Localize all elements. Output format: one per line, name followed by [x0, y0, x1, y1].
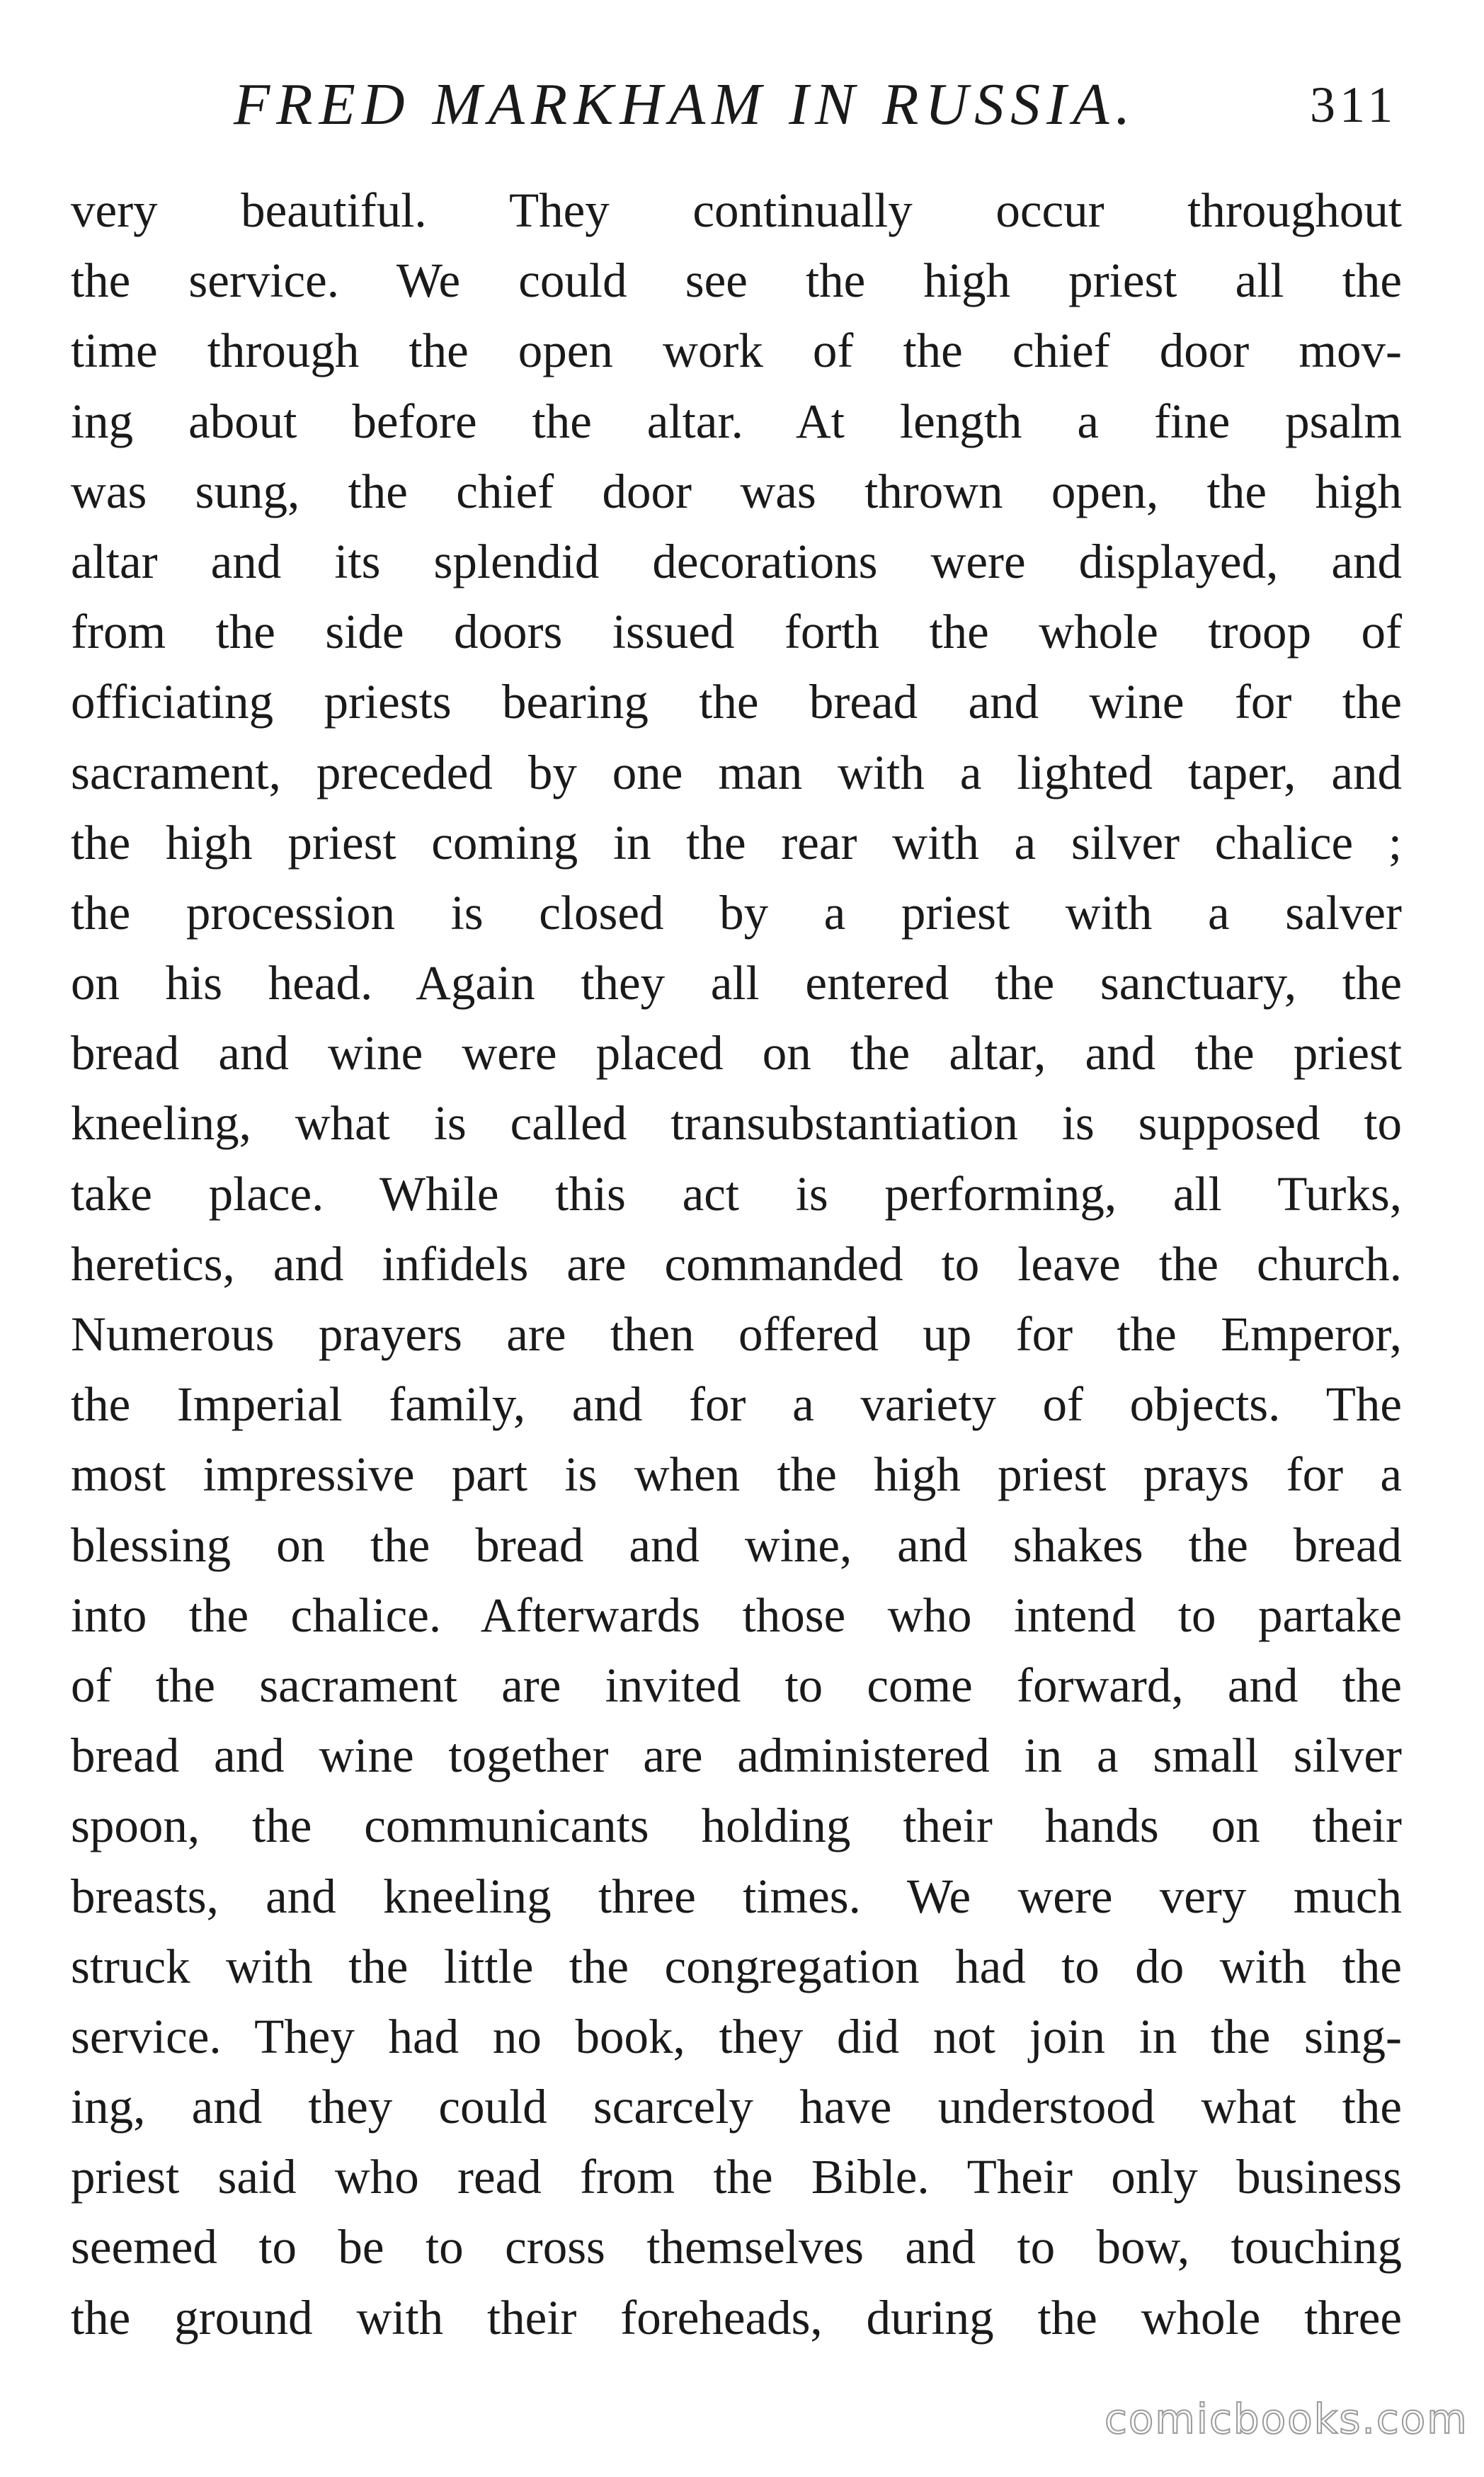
text-line: take place. While this act is performing, all Turks, — [71, 1166, 1402, 1221]
text-line: service. They had no book, they did not join in the sing- — [71, 2009, 1402, 2063]
text-line: ing about before the altar. At length a fine psalm — [71, 394, 1402, 448]
body-text — [71, 176, 1402, 2353]
text-line: heretics, and infidels are commanded to leave the church. — [71, 1236, 1402, 1291]
running-title: FRED MARKHAM IN RUSSIA. — [234, 72, 1137, 137]
text-line: seemed to be to cross themselves and to bow, touching — [71, 2220, 1402, 2274]
text-line: officiating priests bearing the bread and wine for the — [71, 675, 1402, 729]
text-line: altar and its splendid decorations were displayed, and — [71, 534, 1402, 588]
text-line: from the side doors issued forth the whole troop of — [71, 605, 1402, 659]
text-line: of the sacrament are invited to come forward, and the — [71, 1658, 1402, 1712]
text-line: priest said who read from the Bible. Their only business — [71, 2150, 1402, 2204]
text-line: was sung, the chief door was thrown open, the high — [71, 464, 1402, 518]
text-line: Numerous prayers are then offered up for the Emperor, — [71, 1307, 1402, 1361]
text-line: very beautiful. They continually occur throughout — [71, 183, 1402, 237]
text-line: breasts, and kneeling three times. We were very much — [71, 1869, 1402, 1923]
text-line: time through the open work of the chief door mov- — [71, 324, 1402, 378]
text-line: spoon, the communicants holding their hands on their — [71, 1799, 1402, 1853]
page-header — [0, 62, 1484, 147]
text-line: the ground with their foreheads, during the whole three — [71, 2290, 1402, 2345]
watermark: comicbooks.com — [1105, 2395, 1468, 2443]
text-line: struck with the little the congregation had to do with the — [71, 1939, 1402, 1993]
text-line: bread and wine together are administered in a small silver — [71, 1729, 1402, 1783]
text-line: into the chalice. Afterwards those who intend to partake — [71, 1588, 1402, 1642]
text-line: the Imperial family, and for a variety of objects. The — [71, 1377, 1402, 1432]
text-line: ing, and they could scarcely have understood what the — [71, 2080, 1402, 2134]
page-number: 311 — [1310, 76, 1398, 133]
text-line: sacrament, preceded by one man with a lighted taper, and — [71, 745, 1402, 799]
text-line: most impressive part is when the high priest prays for a — [71, 1447, 1402, 1502]
text-line: the service. We could see the high priest all the — [71, 254, 1402, 308]
text-line: bread and wine were placed on the altar, and the priest — [71, 1026, 1402, 1081]
text-line: on his head. Again they all entered the sanctuary, the — [71, 956, 1402, 1010]
text-line: kneeling, what is called transubstantiation is supposed to — [71, 1096, 1402, 1151]
text-line: the high priest coming in the rear with a silver chalice ; — [71, 815, 1402, 870]
text-line: the procession is closed by a priest with a salver — [71, 885, 1402, 940]
text-line: blessing on the bread and wine, and shakes the bread — [71, 1517, 1402, 1572]
